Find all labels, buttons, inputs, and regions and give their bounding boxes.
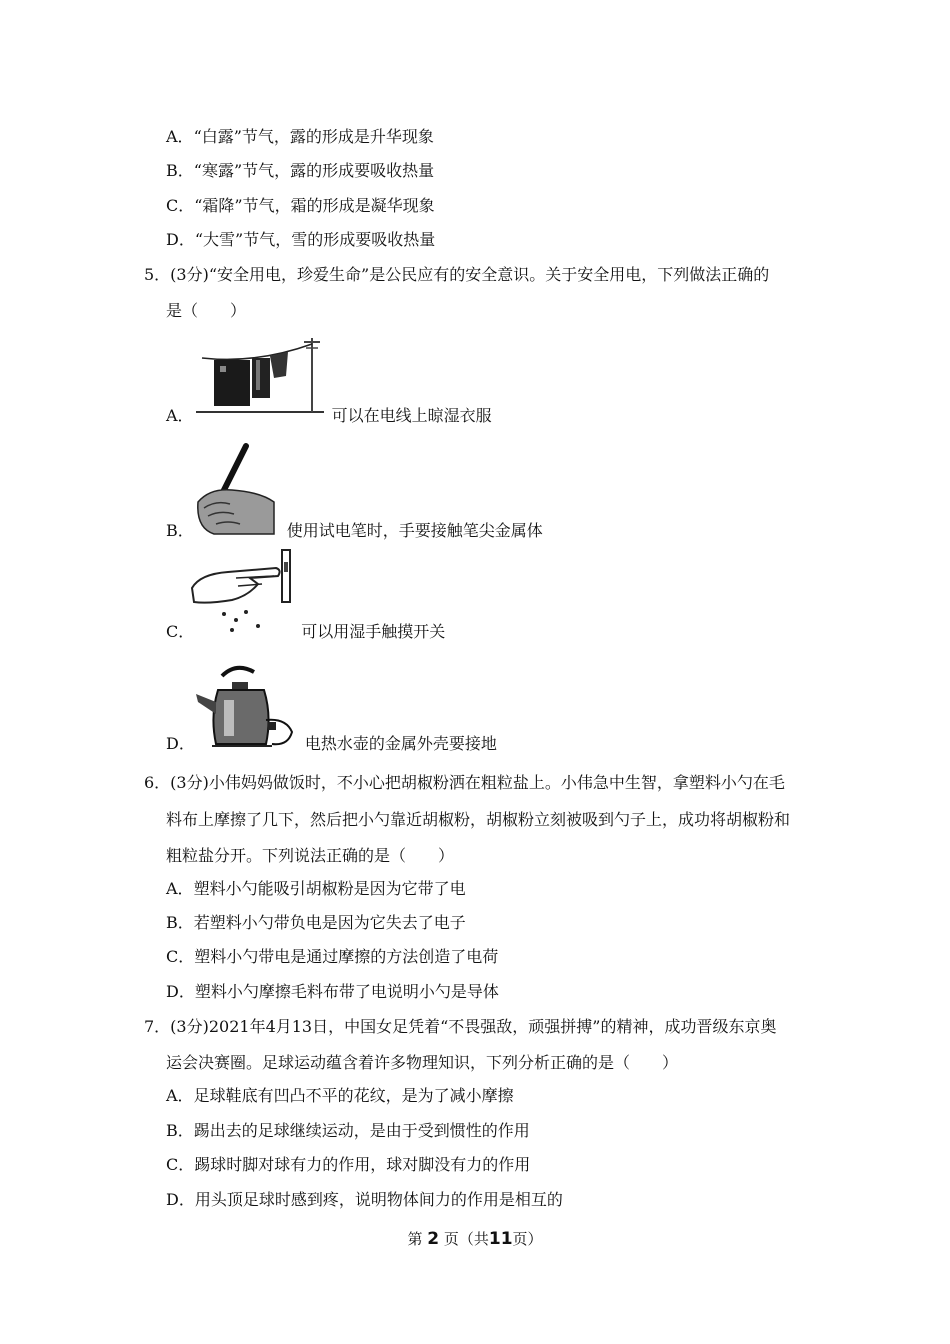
q6-option-d: D．塑料小勺摩擦毛料布带了电说明小勺是导体 bbox=[166, 982, 499, 1001]
q4-option-d: D．“大雪”节气，雪的形成要吸收热量 bbox=[166, 230, 436, 249]
q5-option-c: C． 可以用湿手触摸开关 bbox=[166, 622, 446, 641]
q5-stem: 5．(3分)“安全用电，珍爱生命”是公民应有的安全意识。关于安全用电，下列做法正确的 bbox=[144, 265, 770, 284]
q7-stem: 7．(3分)2021年4月13日，中国女足凭着“不畏强敌，顽强拼搏”的精神，成功晋级东京奥 bbox=[144, 1017, 777, 1036]
q7-option-c: C．踢球时脚对球有力的作用，球对脚没有力的作用 bbox=[166, 1155, 531, 1174]
q7-option-d: D．用头顶足球时感到疼，说明物体间力的作用是相互的 bbox=[166, 1190, 563, 1209]
clothes-on-wire-icon bbox=[196, 334, 324, 416]
q5-option-d: D． 电热水壶的金属外壳要接地 bbox=[166, 734, 497, 753]
q5-option-b: B． 使用试电笔时，手要接触笔尖金属体 bbox=[166, 521, 543, 540]
q4-option-a: A．“白露”节气，露的形成是升华现象 bbox=[166, 127, 434, 146]
q4-option-c: C．“霜降”节气，霜的形成是凝华现象 bbox=[166, 196, 435, 215]
page-number: 2 bbox=[427, 1229, 440, 1249]
q5-option-a: A． 可以在电线上晾湿衣服 bbox=[166, 406, 492, 425]
page-total: 11 bbox=[488, 1229, 513, 1249]
q4-option-b: B．“寒露”节气，露的形成要吸收热量 bbox=[166, 161, 435, 180]
q7-option-a: A．足球鞋底有凹凸不平的花纹，是为了减小摩擦 bbox=[166, 1086, 514, 1105]
q6-option-a: A．塑料小勺能吸引胡椒粉是因为它带了电 bbox=[166, 879, 466, 898]
q6-option-c: C．塑料小勺带电是通过摩擦的方法创造了电荷 bbox=[166, 947, 499, 966]
q7-option-b: B．踢出去的足球继续运动，是由于受到惯性的作用 bbox=[166, 1121, 530, 1140]
q6-stem: 6．(3分)小伟妈妈做饭时，不小心把胡椒粉洒在粗粒盐上。小伟急中生智，拿塑料小勺在毛 bbox=[144, 773, 785, 792]
q7-stem-cont: 运会决赛圈。足球运动蕴含着许多物理知识，下列分析正确的是（ ） bbox=[166, 1053, 679, 1072]
q6-option-b: B．若塑料小勺带负电是因为它失去了电子 bbox=[166, 913, 466, 932]
page-footer: 第 2 页（共11页） bbox=[407, 1229, 543, 1249]
q6-stem-cont-1: 料布上摩擦了几下，然后把小勺靠近胡椒粉，胡椒粉立刻被吸到勺子上，成功将胡椒粉和 bbox=[166, 810, 791, 829]
q6-stem-cont-2: 粗粒盐分开。下列说法正确的是（ ） bbox=[166, 846, 455, 865]
q5-stem-cont: 是（ ） bbox=[166, 301, 247, 320]
